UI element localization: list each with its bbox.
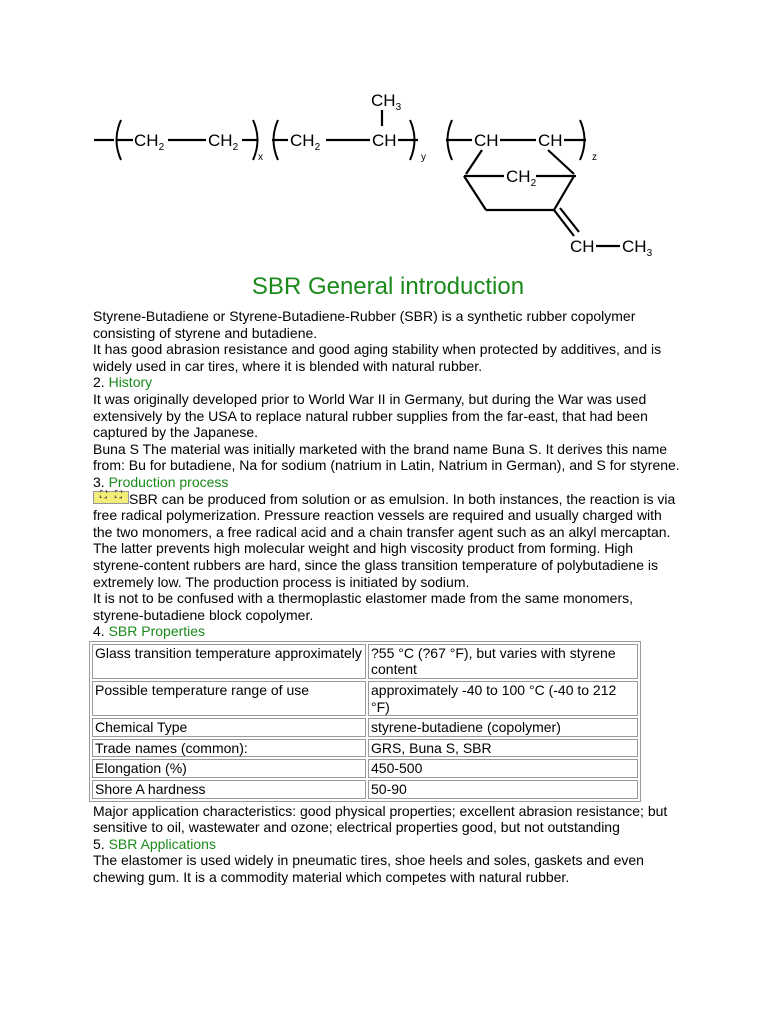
property-name-cell: Possible temperature range of use (92, 681, 366, 716)
production-paragraph: It is not to be confused with a thermoplastic elastomer made from the same monomers, styrene-butadiene block copolymer. (93, 590, 634, 623)
property-name-cell: Chemical Type (92, 718, 366, 737)
ch-label: CH (474, 131, 499, 150)
section-heading-history: 2. History (93, 374, 153, 391)
ring-bond (548, 150, 574, 174)
table-row (92, 739, 638, 758)
properties-summary: Major application characteristics: good physical properties; excellent abrasion resistance; but sensitive to oil, wastewater and ozone; electrical properties good, but not outstanding (93, 802, 668, 836)
ch-label: CH (538, 131, 563, 150)
history-paragraph: It was originally developed prior to World War II in Germany, but during the War was used extensively by the USA to replace natural rubber supplies from the far-east, that had been captured by the Japanese. (93, 390, 648, 441)
intro-paragraph: Styrene-Butadiene or Styrene-Butadiene-Rubber (SBR) is a synthetic rubber copolymer consisting of styrene and butadiene. (93, 308, 636, 341)
properties-table (89, 641, 641, 802)
ch-label: CH (570, 237, 595, 256)
property-value-cell: approximately -40 to 100 °C (-40 to 212 °F) (368, 681, 638, 716)
ch2-label: $CH_2$ (134, 131, 165, 153)
property-value-cell: GRS, Buna S, SBR (368, 739, 638, 758)
section-heading-production: 3. Production process (93, 473, 229, 490)
broken-image-icons: ⛶ ⛶ (93, 491, 129, 504)
property-name-cell: Elongation (%) (92, 759, 366, 778)
table-row (92, 681, 638, 716)
production-paragraph: ⛶ ⛶ SBR can be produced from solution or as emulsion. In both instances, the reaction is via free radical polymerization. Pressure reaction vessels are required and usually charged with the two monomers, a free radical acid and a chain transfer agent such as an alkyl mercaptan. The latter prevents high molecular weight and high viscosity product from forming. High styrene-content rubbers are hard, since the glass transition temperature of polybutadiene is extremely low. The production process is initiated by sodium. (93, 489, 676, 590)
intro-paragraph: It has good abrasion resistance and good aging stability when protected by additives, and is widely used in car tires, where it is blended with natural rubber. (93, 341, 662, 374)
table-row (92, 780, 638, 799)
table-row (92, 759, 638, 778)
property-value-cell: 450-500 (368, 759, 638, 778)
property-name-cell: Trade names (common): (92, 739, 366, 758)
article-body (93, 272, 683, 886)
table-row (92, 644, 638, 679)
property-value-cell: ?55 °C (?67 °F), but varies with styrene content (368, 644, 638, 679)
property-value-cell: styrene-butadiene (copolymer) (368, 718, 638, 737)
property-value-cell: 50-90 (368, 780, 638, 799)
applications-paragraph: The elastomer is used widely in pneumatic tires, shoe heels and soles, gaskets and even chewing gum. It is a commodity material which competes with natural rubber. (93, 852, 644, 885)
table-row (92, 718, 638, 737)
property-name-cell: Glass transition temperature approximately (92, 644, 366, 679)
ch3-label: $CH_3$ (371, 91, 402, 113)
page-title: SBR General introduction (251, 273, 525, 300)
history-paragraph: Buna S The material was initially marketed with the brand name Buna S. It derives this name from: Bu for butadiene, Na for sodium (natrium in Latin, Natrium in German), and S for styrene. (93, 440, 680, 474)
sbr-structural-formula (88, 86, 672, 264)
ch-label: CH (372, 131, 397, 150)
subscript-x: x (258, 152, 263, 163)
section-heading-properties: 4. SBR Properties (93, 623, 206, 640)
property-name-cell: Shore A hardness (92, 780, 366, 799)
ch2-label: $CH_2$ (290, 131, 321, 153)
subscript-z: z (592, 152, 597, 163)
section-heading-applications: 5. SBR Applications (93, 835, 216, 852)
ch3-label: $CH_3$ (622, 237, 653, 259)
ch2-label: $CH_2$ (208, 131, 239, 153)
ch2-ring-label: $CH_2$ (506, 167, 537, 189)
ring-bond (466, 150, 482, 174)
subscript-y: y (421, 152, 426, 163)
